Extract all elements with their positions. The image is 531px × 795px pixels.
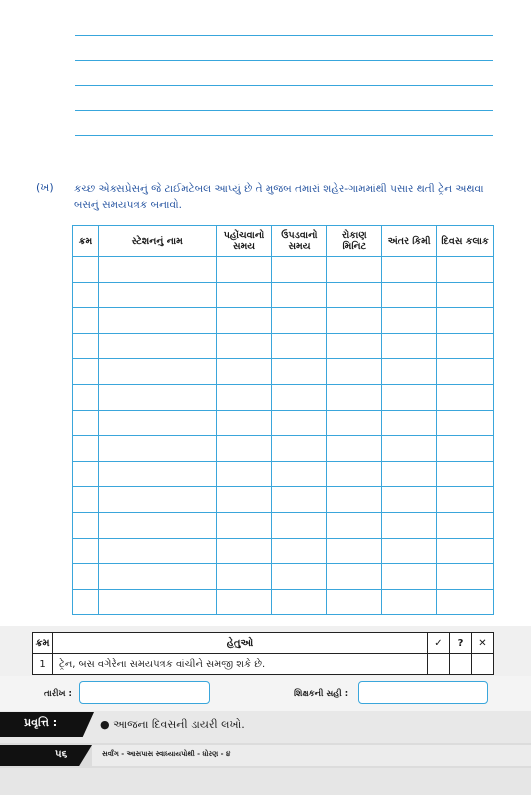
footer-stripe xyxy=(0,768,531,795)
timetable-cell[interactable] xyxy=(73,564,99,590)
timetable-cell[interactable] xyxy=(216,410,272,436)
timetable-cell[interactable] xyxy=(437,410,494,436)
objective-cross-box[interactable] xyxy=(472,654,494,675)
writing-line xyxy=(75,135,493,136)
header-station: સ્ટેશનનું નામ xyxy=(98,226,216,257)
teacher-signature-label: શિક્ષકની સહી : xyxy=(294,689,349,699)
date-field[interactable] xyxy=(79,681,210,704)
timetable-cell[interactable] xyxy=(73,384,99,410)
timetable-row xyxy=(73,564,494,590)
timetable-cell[interactable] xyxy=(272,538,327,564)
timetable-cell[interactable] xyxy=(327,436,382,462)
timetable-cell[interactable] xyxy=(437,359,494,385)
timetable-cell[interactable] xyxy=(272,410,327,436)
timetable-cell[interactable] xyxy=(437,487,494,513)
timetable-cell[interactable] xyxy=(272,257,327,283)
timetable-cell[interactable] xyxy=(216,436,272,462)
timetable-row xyxy=(73,359,494,385)
activity-label: પ્રવૃત્તિ : xyxy=(24,716,58,729)
timetable-row xyxy=(73,436,494,462)
page-number-tag xyxy=(0,745,92,766)
timetable-cell[interactable] xyxy=(98,308,216,334)
timetable-cell[interactable] xyxy=(98,564,216,590)
timetable-cell[interactable] xyxy=(382,461,437,487)
timetable-cell[interactable] xyxy=(216,384,272,410)
timetable-cell[interactable] xyxy=(272,512,327,538)
tick-mark-cell[interactable]: ✓ xyxy=(428,633,450,654)
timetable-cell[interactable] xyxy=(216,512,272,538)
timetable-cell[interactable] xyxy=(327,461,382,487)
header-arrival: પહોંચવાનો સમય xyxy=(216,226,272,257)
timetable-cell[interactable] xyxy=(382,308,437,334)
timetable-cell[interactable] xyxy=(73,410,99,436)
timetable-cell[interactable] xyxy=(73,487,99,513)
timetable-row xyxy=(73,487,494,513)
question-mark-cell[interactable]: ? xyxy=(450,633,472,654)
timetable-cell[interactable] xyxy=(98,512,216,538)
timetable-cell[interactable] xyxy=(382,436,437,462)
timetable-cell[interactable] xyxy=(272,589,327,615)
timetable-cell[interactable] xyxy=(327,564,382,590)
timetable-cell[interactable] xyxy=(382,359,437,385)
timetable-cell[interactable] xyxy=(73,359,99,385)
objectives-table xyxy=(32,632,494,675)
objectives-header-serial: ક્રમ xyxy=(33,633,53,654)
timetable-cell[interactable] xyxy=(216,359,272,385)
timetable-cell[interactable] xyxy=(327,410,382,436)
timetable-cell[interactable] xyxy=(73,512,99,538)
timetable-cell[interactable] xyxy=(327,333,382,359)
timetable-cell[interactable] xyxy=(327,589,382,615)
writing-line xyxy=(75,85,493,86)
timetable-cell[interactable] xyxy=(272,564,327,590)
timetable-cell[interactable] xyxy=(327,282,382,308)
timetable-cell[interactable] xyxy=(216,333,272,359)
objective-row xyxy=(33,654,494,675)
writing-line xyxy=(75,110,493,111)
timetable-cell[interactable] xyxy=(98,410,216,436)
timetable-cell[interactable] xyxy=(98,538,216,564)
timetable-cell[interactable] xyxy=(73,436,99,462)
timetable-cell[interactable] xyxy=(327,538,382,564)
timetable-cell[interactable] xyxy=(327,257,382,283)
timetable-cell[interactable] xyxy=(382,257,437,283)
timetable-row xyxy=(73,589,494,615)
timetable-cell[interactable] xyxy=(216,564,272,590)
timetable-row xyxy=(73,410,494,436)
timetable-cell[interactable] xyxy=(216,257,272,283)
timetable-cell[interactable] xyxy=(98,257,216,283)
objective-number: 1 xyxy=(33,654,53,675)
timetable-cell[interactable] xyxy=(272,487,327,513)
timetable-cell[interactable] xyxy=(327,487,382,513)
timetable-cell[interactable] xyxy=(98,436,216,462)
timetable-cell[interactable] xyxy=(437,538,494,564)
timetable-cell[interactable] xyxy=(272,359,327,385)
objectives-header-title: હેતુઓ xyxy=(53,633,428,654)
timetable-cell[interactable] xyxy=(382,333,437,359)
timetable-cell[interactable] xyxy=(437,384,494,410)
timetable-cell[interactable] xyxy=(73,589,99,615)
objective-question-box[interactable] xyxy=(450,654,472,675)
question-text: કચ્છ એક્સપ્રેસનું જે ટાઈમટેબલ આપ્યું છે તે મુજબ તમારાં શહેર-ગામમાંથી પસાર થતી ટ્રેન અથવા બસનું સમયપત્રક બનાવો. xyxy=(74,183,484,211)
timetable-row xyxy=(73,308,494,334)
timetable-cell[interactable] xyxy=(382,282,437,308)
timetable-cell[interactable] xyxy=(327,308,382,334)
timetable-cell[interactable] xyxy=(437,282,494,308)
timetable-cell[interactable] xyxy=(216,308,272,334)
timetable-row xyxy=(73,512,494,538)
question-label: (ખ) xyxy=(36,181,54,194)
timetable-row xyxy=(73,461,494,487)
teacher-signature-field[interactable] xyxy=(358,681,488,704)
timetable-cell[interactable] xyxy=(73,538,99,564)
timetable-cell[interactable] xyxy=(272,384,327,410)
timetable-cell[interactable] xyxy=(216,538,272,564)
timetable-cell[interactable] xyxy=(437,333,494,359)
timetable-cell[interactable] xyxy=(382,512,437,538)
timetable-cell[interactable] xyxy=(216,487,272,513)
timetable-grid xyxy=(72,225,494,615)
timetable-cell[interactable] xyxy=(216,282,272,308)
timetable-cell[interactable] xyxy=(73,333,99,359)
timetable-body xyxy=(73,257,494,615)
timetable-cell[interactable] xyxy=(98,589,216,615)
timetable-cell[interactable] xyxy=(98,461,216,487)
footer-title: સર્વાંગ - આસપાસ સ્વાધ્યાયપોથી - ધોરણ - ૪ xyxy=(102,750,231,758)
timetable-cell[interactable] xyxy=(272,333,327,359)
timetable-cell[interactable] xyxy=(382,384,437,410)
timetable-cell[interactable] xyxy=(73,282,99,308)
timetable-cell[interactable] xyxy=(437,564,494,590)
activity-text: ● આજના દિવસની ડાયરી લખો. xyxy=(100,718,245,731)
timetable-cell[interactable] xyxy=(98,282,216,308)
timetable-row xyxy=(73,333,494,359)
timetable-cell[interactable] xyxy=(98,384,216,410)
timetable-cell[interactable] xyxy=(437,589,494,615)
timetable-row xyxy=(73,257,494,283)
objective-tick-box[interactable] xyxy=(428,654,450,675)
timetable-row xyxy=(73,384,494,410)
timetable-cell[interactable] xyxy=(98,333,216,359)
objective-text: ટ્રેન, બસ વગેરેના સમયપત્રક વાંચીને સમજી શકે છે. xyxy=(53,654,428,675)
timetable-row xyxy=(73,538,494,564)
timetable-cell[interactable] xyxy=(272,436,327,462)
timetable-cell[interactable] xyxy=(437,512,494,538)
page-number: ૫૬ xyxy=(55,749,68,760)
writing-line xyxy=(75,60,493,61)
timetable-cell[interactable] xyxy=(382,564,437,590)
timetable-cell[interactable] xyxy=(382,589,437,615)
timetable-cell[interactable] xyxy=(437,436,494,462)
header-departure: ઉપડવાનો સમય xyxy=(272,226,327,257)
timetable-cell[interactable] xyxy=(98,359,216,385)
timetable-row xyxy=(73,282,494,308)
timetable-cell[interactable] xyxy=(327,512,382,538)
timetable-cell[interactable] xyxy=(73,461,99,487)
timetable-cell[interactable] xyxy=(327,359,382,385)
timetable-cell[interactable] xyxy=(382,410,437,436)
timetable-cell[interactable] xyxy=(216,589,272,615)
header-halt: રોકાણ મિનિટ xyxy=(327,226,382,257)
timetable-cell[interactable] xyxy=(437,257,494,283)
objectives-header-row xyxy=(33,633,494,654)
timetable-cell[interactable] xyxy=(73,308,99,334)
date-label: તારીખ : xyxy=(44,689,72,699)
timetable-header-row xyxy=(73,226,494,257)
timetable-cell[interactable] xyxy=(382,487,437,513)
timetable-cell[interactable] xyxy=(327,384,382,410)
cross-mark-cell[interactable]: ✕ xyxy=(472,633,494,654)
header-distance: અંતર કિમી xyxy=(382,226,437,257)
writing-line xyxy=(75,35,493,36)
header-day: દિવસ કલાક xyxy=(437,226,494,257)
header-serial: ક્રમ xyxy=(73,226,99,257)
timetable-cell[interactable] xyxy=(272,461,327,487)
timetable-cell[interactable] xyxy=(216,461,272,487)
timetable-cell[interactable] xyxy=(437,461,494,487)
timetable-cell[interactable] xyxy=(382,538,437,564)
timetable-cell[interactable] xyxy=(73,257,99,283)
timetable-cell[interactable] xyxy=(272,282,327,308)
timetable-cell[interactable] xyxy=(272,308,327,334)
timetable-cell[interactable] xyxy=(98,487,216,513)
timetable-cell[interactable] xyxy=(437,308,494,334)
